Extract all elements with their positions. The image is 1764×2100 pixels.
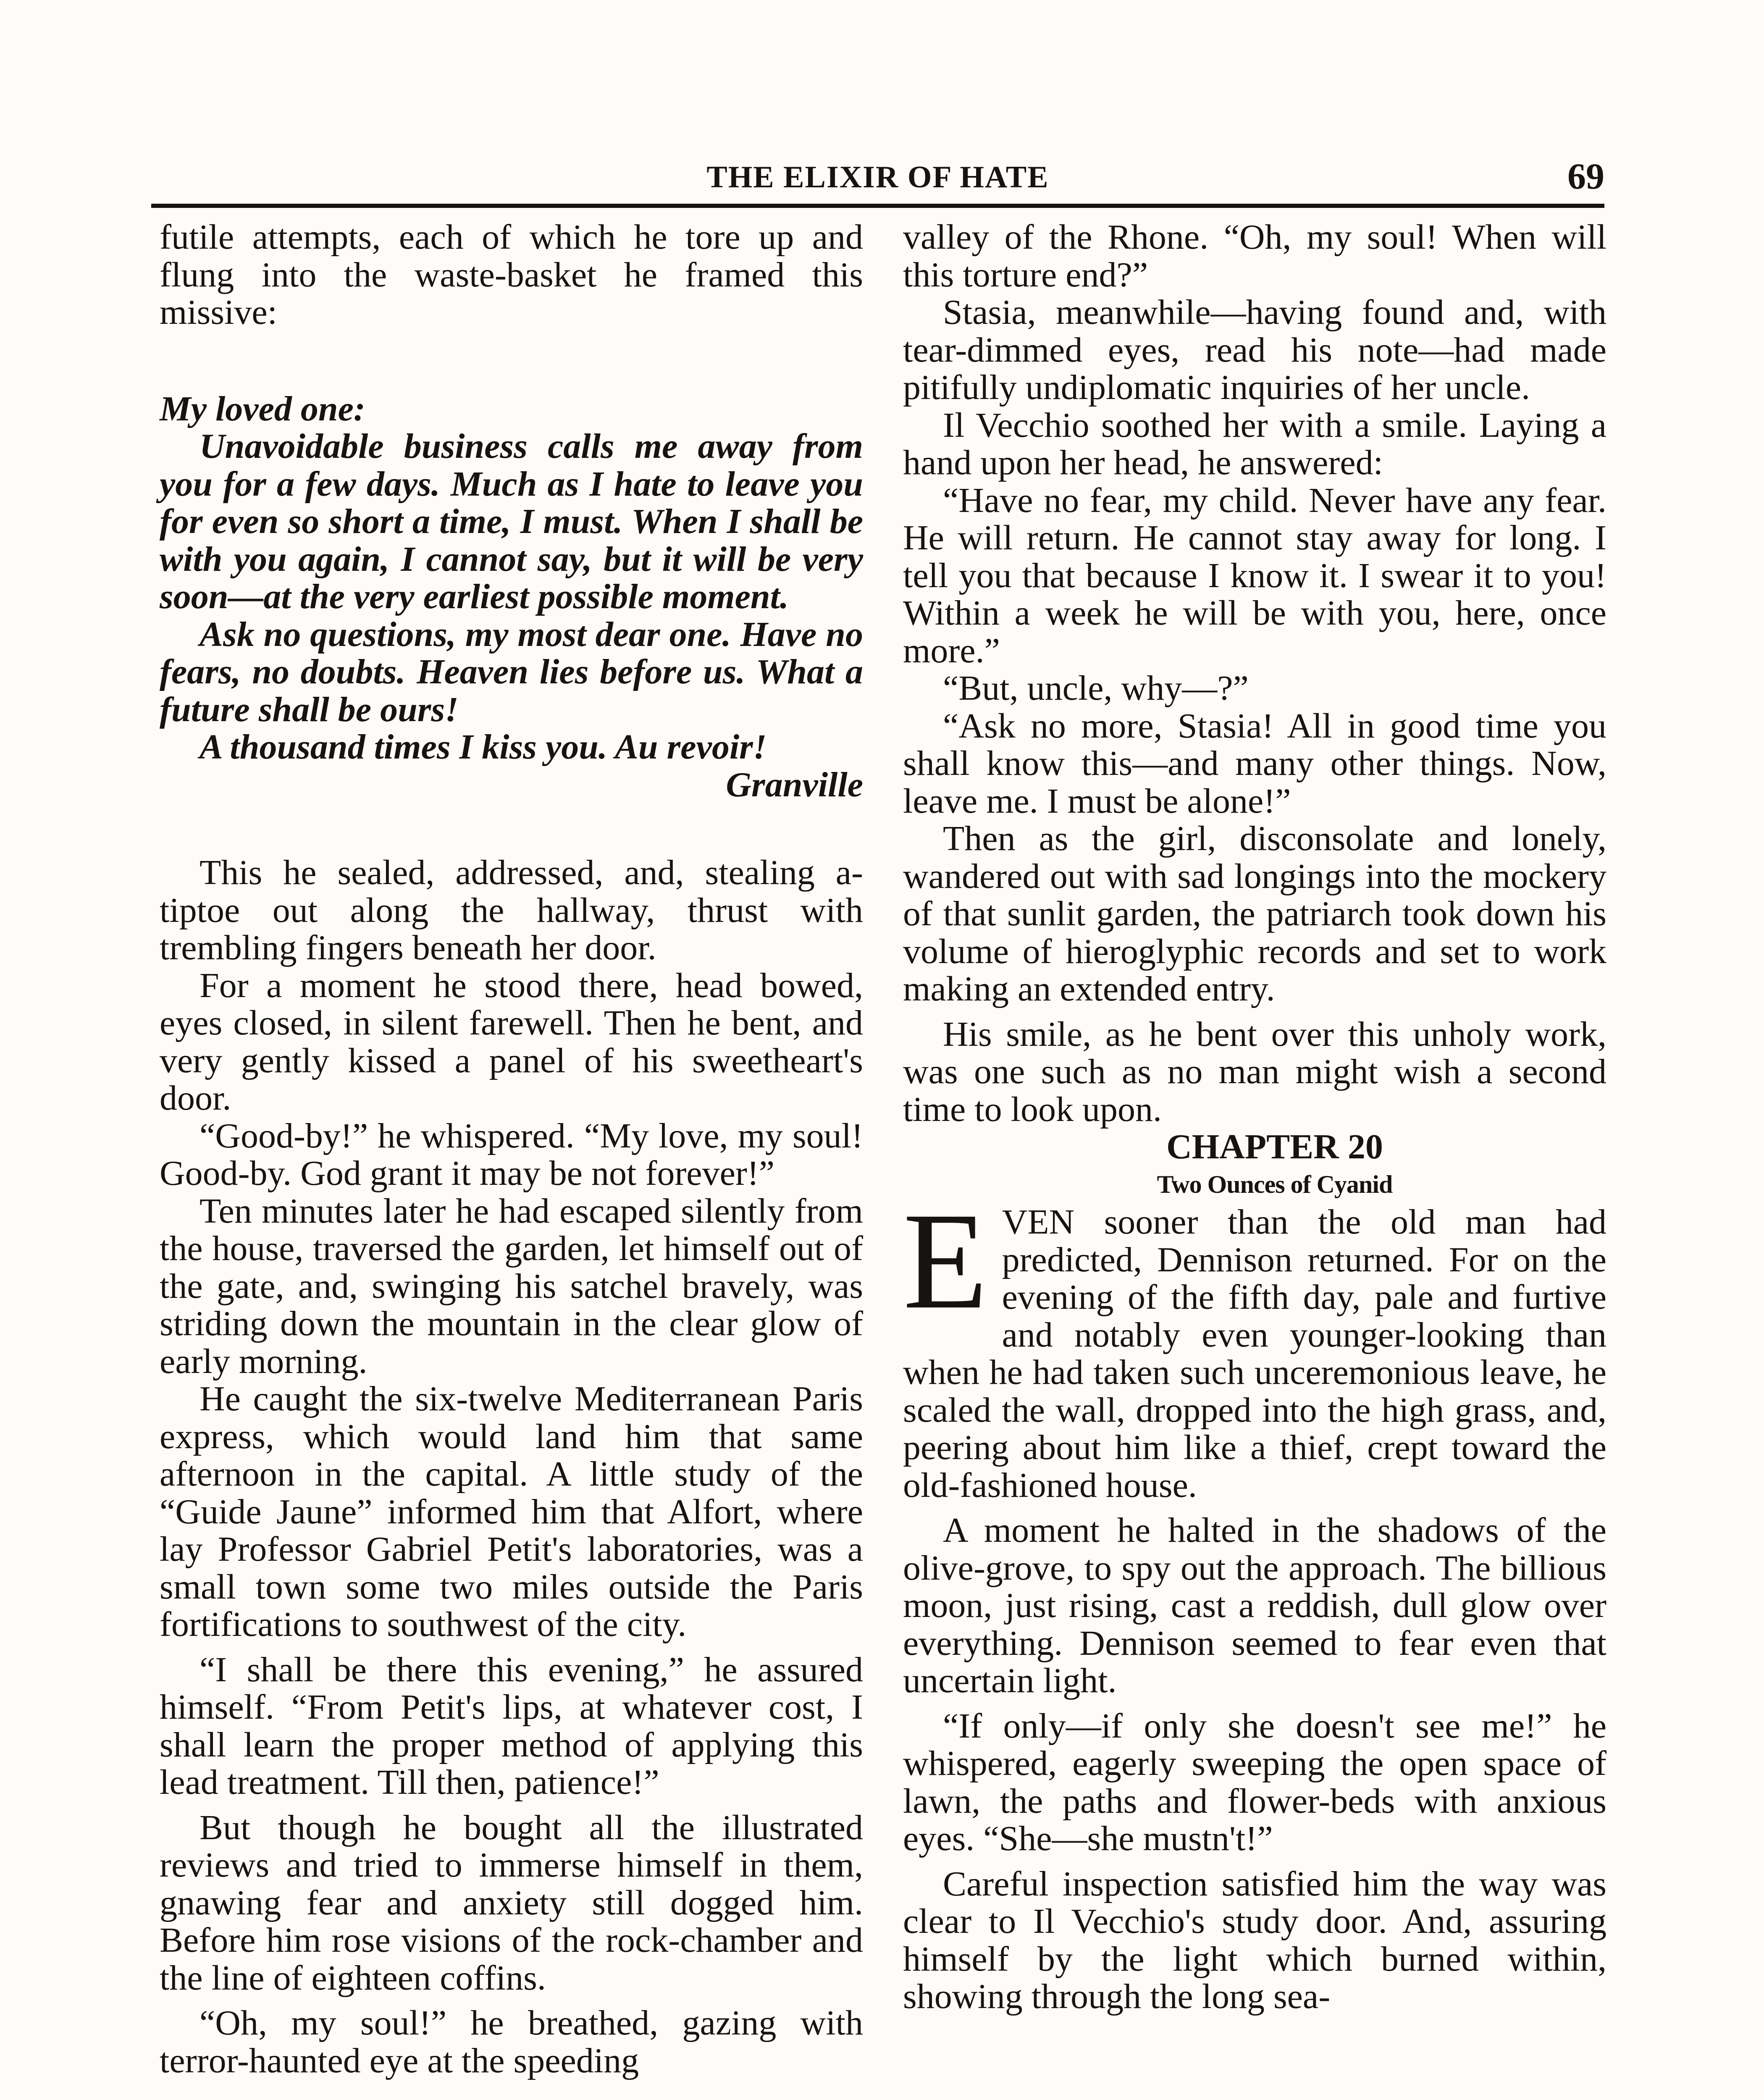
paragraph: “Good-by!” he whispered. “My love, my soul! Good-by. God grant it may be not forever!”: [160, 1116, 863, 1193]
running-title: THE ELIXIR OF HATE: [706, 160, 1049, 194]
paragraph: A moment he halted in the shadows of the olive-grove, to spy out the approach. The billious moon, just rising, cast a reddish, dull glow over everything. Dennison seemed to fear even that uncertain light.: [903, 1511, 1606, 1700]
paragraph: “If only—if only she doesn't see me!” he whispered, eagerly sweeping the open space of lawn, the paths and flower-beds with anxious eyes. “She—she mustn't!”: [903, 1706, 1606, 1858]
paragraph: futile attempts, each of which he tore up and flung into the waste-basket he framed this missive:: [160, 218, 863, 332]
paragraph: “Have no fear, my child. Never have any fear. He will return. He cannot stay away for long. I tell you that because I know it. I swear it to you! Within a week he will be with you, here, once more.”: [903, 480, 1606, 670]
paragraph: valley of the Rhone. “Oh, my soul! When will this torture end?”: [903, 218, 1606, 294]
paragraph: Stasia, meanwhile—having found and, with tear-dimmed eyes, read his note—had made pitifully undiplomatic inquiries of her uncle.: [903, 293, 1606, 407]
letter-salutation: My loved one:: [160, 389, 365, 428]
drop-cap: E: [903, 1184, 988, 1338]
chapter-subtitle: Two Ounces of Cyanid: [1157, 1170, 1393, 1198]
letter-signature: Granville: [726, 765, 863, 804]
letter-missive: [160, 390, 863, 804]
page-number: 69: [1567, 156, 1604, 197]
paragraph: But though he bought all the illustrated reviews and tried to immerse himself in them, gnawing fear and anxiety still dogged him. Before him rose visions of the rock-chamber and the line of eighteen coffins.: [160, 1808, 863, 1998]
paragraph: For a moment he stood there, head bowed, eyes closed, in silent farewell. Then he bent, and very gently kissed a panel of his sweetheart's door.: [160, 966, 863, 1118]
letter-paragraph: Unavoidable business calls me away from you for a few days. Much as I hate to leave you for even so short a time, I must. When I shall be with you again, I cannot say, but it will be very soon—at the very earliest possible moment.: [160, 427, 863, 616]
paragraph: “I shall be there this evening,” he assured himself. “From Petit's lips, at whatever cost, I shall learn the proper method of applying this lead treatment. Till then, patience!”: [160, 1650, 863, 1802]
paragraph: This he sealed, addressed, and, stealing a-tiptoe out along the hallway, thrust with trembling fingers beneath her door.: [160, 853, 863, 967]
left-column: [160, 218, 863, 2079]
paragraph: Then as the girl, disconsolate and lonely, wandered out with sad longings into the mockery of that sunlit garden, the patriarch took down his volume of hieroglyphic records and set to work making an extended entry.: [903, 819, 1606, 1008]
paragraph: He caught the six-twelve Mediterranean Paris express, which would land him that same afternoon in the capital. A little study of the “Guide Jaune” informed him that Alfort, where lay Professor Gabriel Petit's laboratories, was a small town some two miles outside the Paris fortifications to southwest of the city.: [160, 1379, 863, 1644]
right-column: [903, 218, 1606, 2016]
header-rule: [151, 204, 1604, 208]
paragraph: Il Vecchio soothed her with a smile. Laying a hand upon her head, he answered:: [903, 405, 1606, 482]
paragraph: His smile, as he bent over this unholy work, was one such as no man might wish a second time to look upon.: [903, 1014, 1606, 1129]
chapter-heading: CHAPTER 20: [1166, 1127, 1383, 1166]
opening-text: VEN sooner than the old man had predicted, Dennison returned. For on the evening of the fifth day, pale and furtive and notably even younger-looking than when he had taken such unceremonious leave, he scaled the wall, dropped into the high grass, and, peering about him like a thief, crept toward the old-fashioned house.: [903, 1202, 1606, 1505]
letter-paragraph: A thousand times I kiss you. Au revoir!: [200, 727, 767, 766]
paragraph: “But, uncle, why—?”: [943, 669, 1249, 708]
paragraph: “Oh, my soul!” he breathed, gazing with terror-haunted eye at the speeding: [160, 2003, 863, 2080]
paragraph: Ten minutes later he had escaped silently from the house, traversed the garden, let himself out of the gate, and, swinging his satchel bravely, was striding down the mountain in the clear glow of early morning.: [160, 1191, 863, 1381]
running-header: [151, 151, 1604, 202]
paragraph: “Ask no more, Stasia! All in good time you shall know this—and many other things. Now, leave me. I must be alone!”: [903, 706, 1606, 821]
paragraph: Careful inspection satisfied him the way was clear to Il Vecchio's study door. And, assuring himself by the light which burned within, showing through the long sea-: [903, 1864, 1606, 2016]
letter-paragraph: Ask no questions, my most dear one. Have no fears, no doubts. Heaven lies before us. What a future shall be ours!: [160, 614, 863, 729]
